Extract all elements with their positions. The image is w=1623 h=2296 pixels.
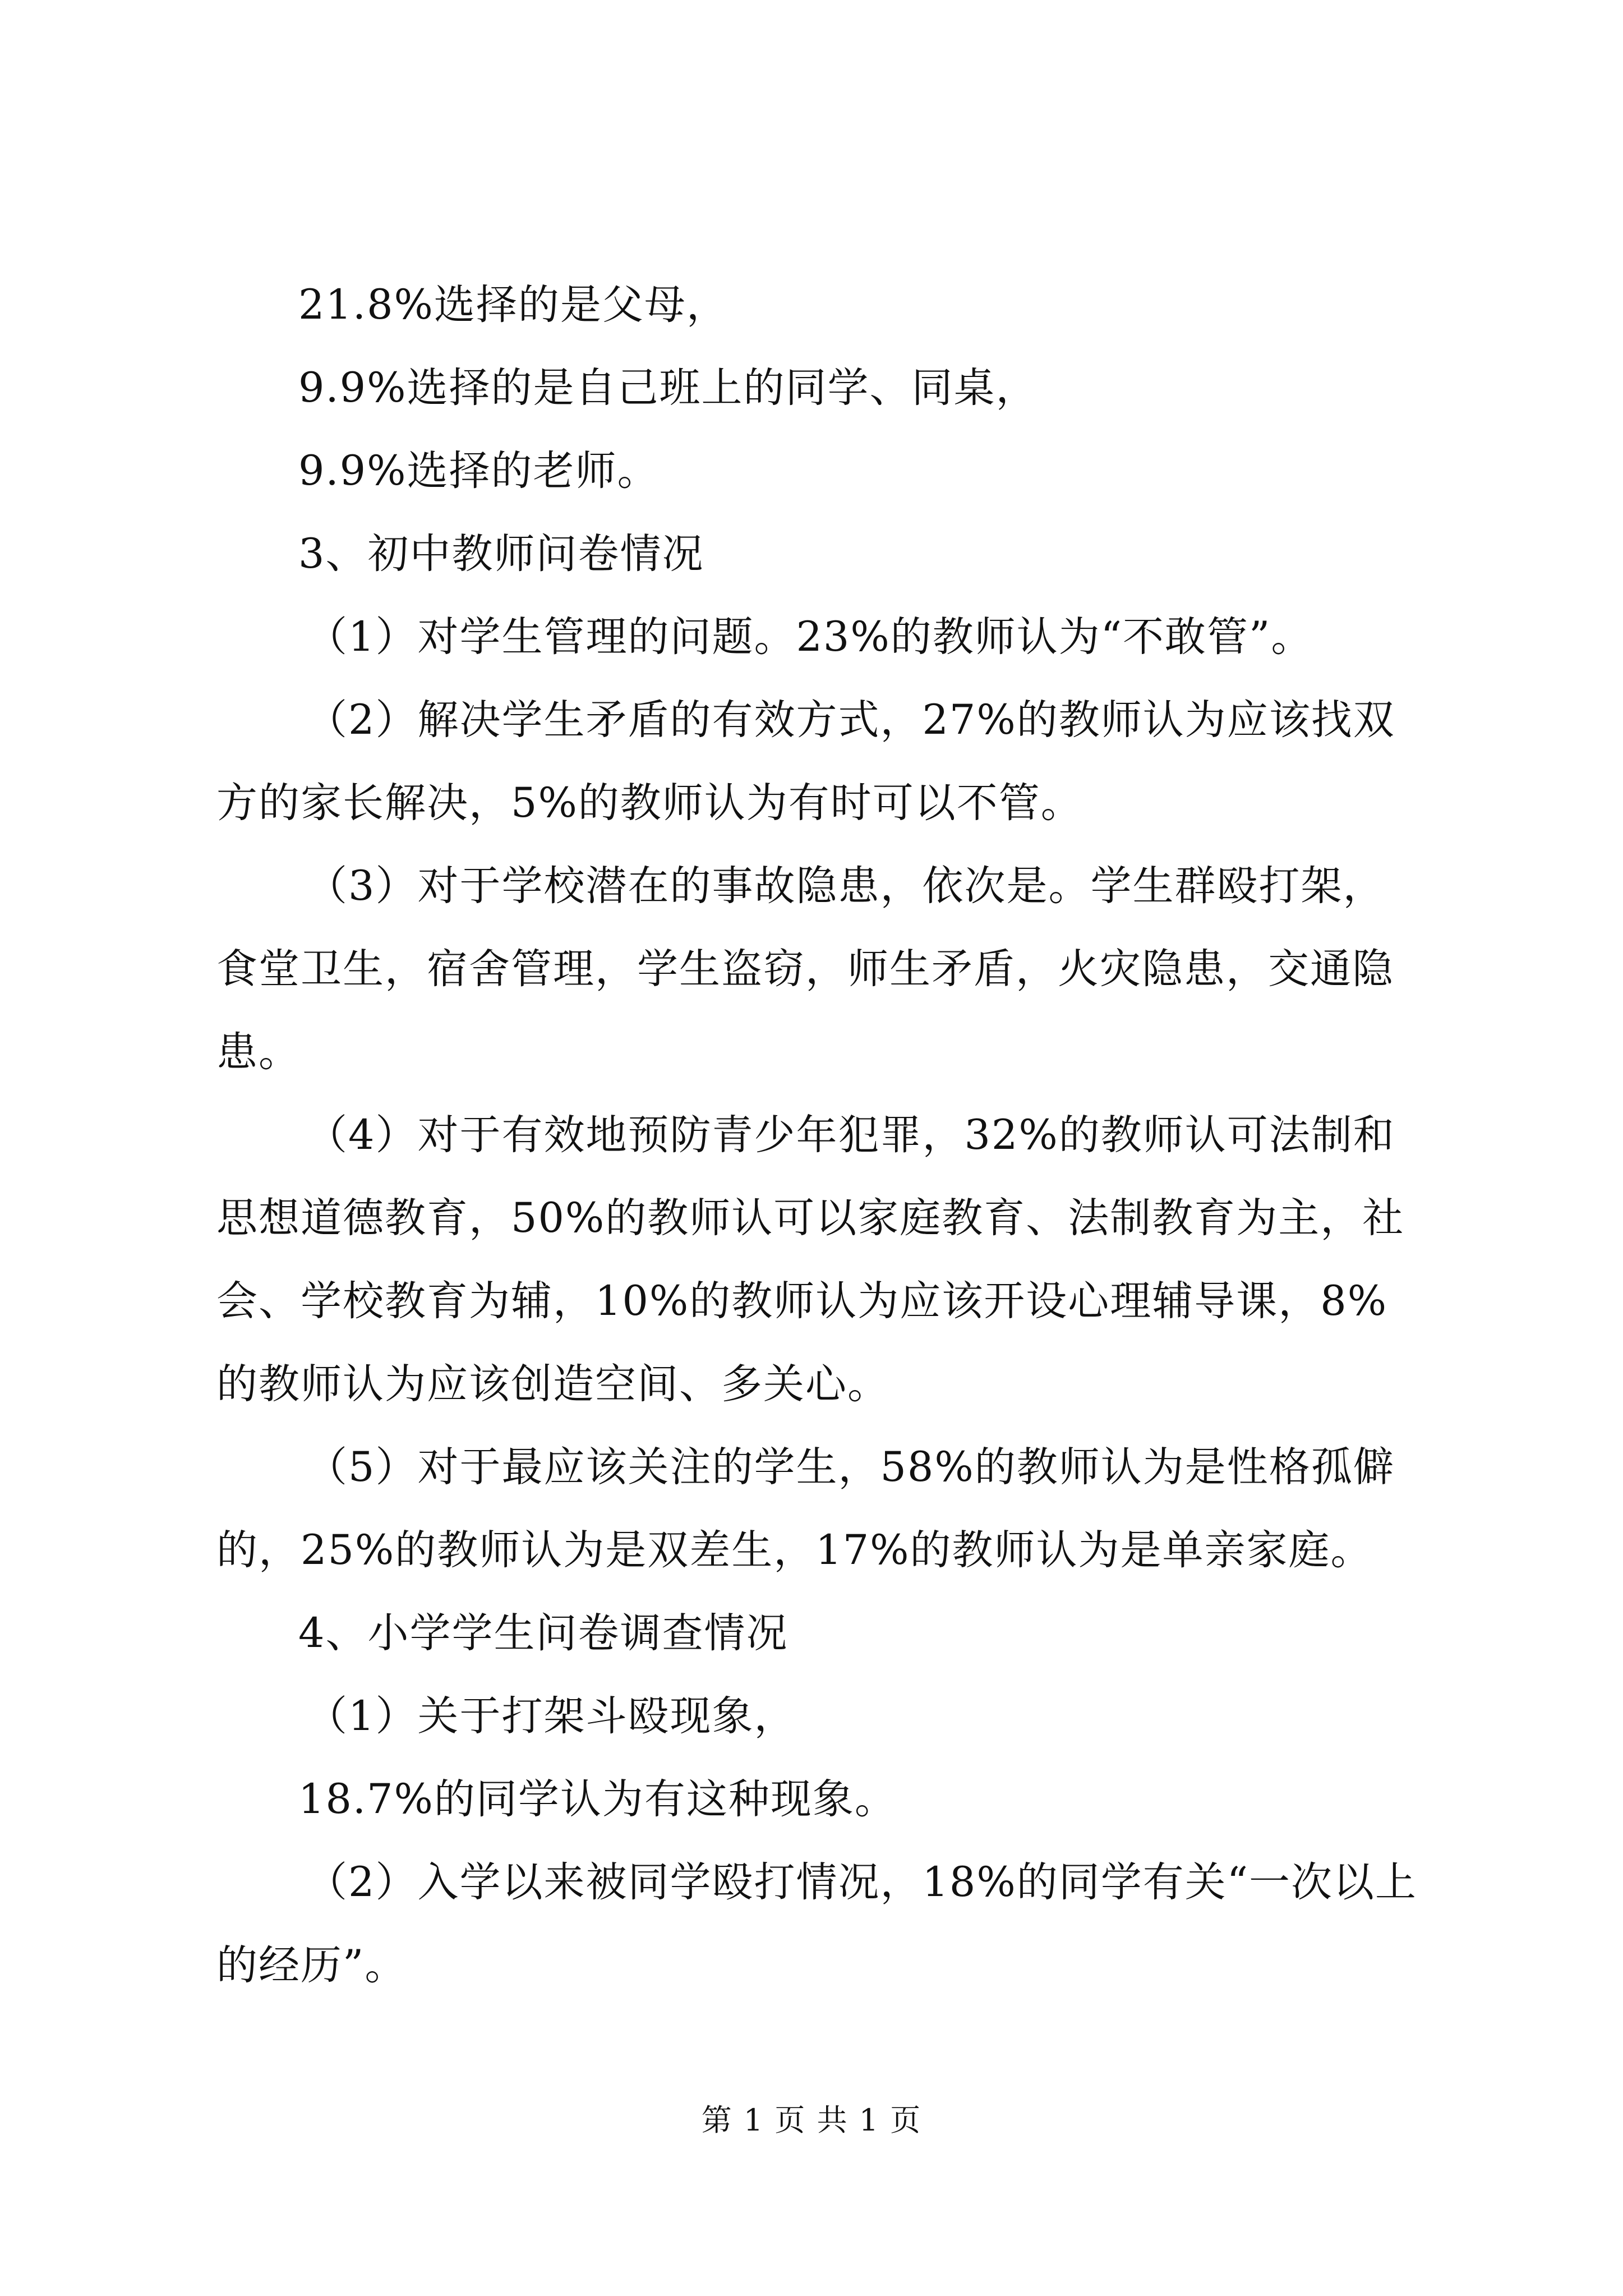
section-heading: 4、小学学生问卷调查情况 [298, 1609, 789, 1657]
paragraph: （4）对于有效地预防青少年犯罪，32%的教师认可法制和思想道德教育，50%的教师认可以家庭教育、法制教育为主，社会、学校教育为辅，10%的教师认为应该开设心理辅导课，8%的教师认为应该创造空间、多关心。 [216, 1111, 1405, 1408]
document-body [216, 264, 1422, 2007]
page-footer: 第 1 页 共 1 页 [701, 2102, 922, 2138]
paragraph: 21.8%选择的是父母， [298, 281, 728, 329]
paragraph: （3）对于学校潜在的事故隐患，依次是。学生群殴打架，食堂卫生，宿舍管理，学生盗窃，师生矛盾，火灾隐患，交通隐患。 [216, 862, 1394, 1076]
paragraph: （2）解决学生矛盾的有效方式，27%的教师认为应该找双方的家长解决，5%的教师认为有时可以不管。 [216, 696, 1395, 827]
paragraph: （1）对学生管理的问题。23%的教师认为“不敢管”。 [306, 613, 1313, 661]
paragraph: 18.7%的同学认为有这种现象。 [298, 1775, 897, 1823]
paragraph: （2）入学以来被同学殴打情况，18%的同学有关“一次以上的经历”。 [216, 1858, 1418, 1989]
section-heading: 3、初中教师问卷情况 [298, 530, 704, 578]
paragraph: 9.9%选择的老师。 [298, 447, 660, 495]
paragraph: （1）关于打架斗殴现象， [306, 1692, 796, 1740]
paragraph: （5）对于最应该关注的学生，58%的教师认为是性格孤僻的，25%的教师认为是双差生，17%的教师认为是单亲家庭。 [216, 1443, 1395, 1574]
paragraph: 9.9%选择的是自己班上的同学、同桌， [298, 364, 1038, 412]
